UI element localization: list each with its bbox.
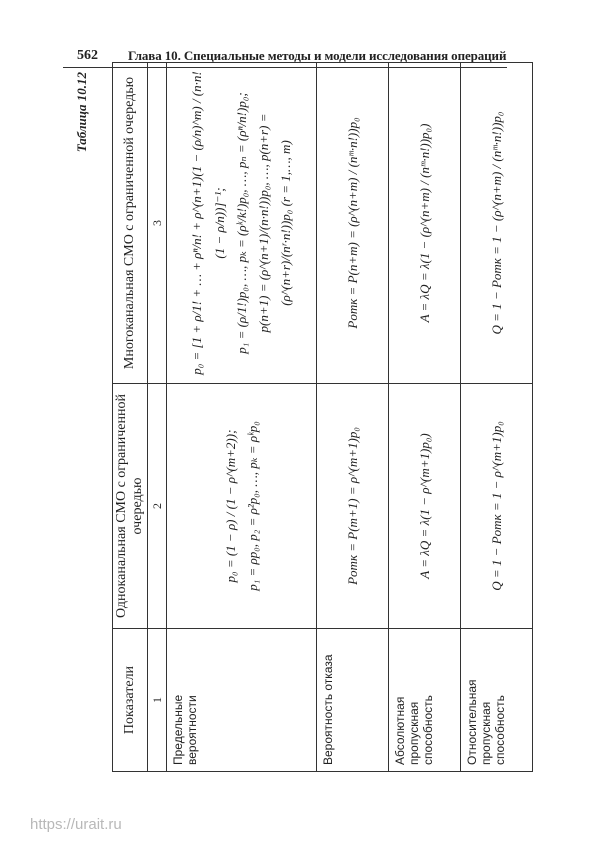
formula-line: p₀ = [1 + ρ/1! + … + ρⁿ/n! + ρ^(n+1)(1 − (ρ/n)^m) / (n·n!(1 − ρ/n))]⁻¹; xyxy=(189,71,227,375)
row-label: Вероятность отказа xyxy=(317,629,389,772)
single-channel-formula xyxy=(461,384,533,629)
single-channel-formula xyxy=(167,384,317,629)
row-label: Предельные вероятности xyxy=(167,629,317,772)
table-caption: Таблица 10.12 xyxy=(74,72,89,153)
watermark-link[interactable]: https://urait.ru xyxy=(30,816,122,833)
chapter-title: Глава 10. Специальные методы и модели исследования операций xyxy=(128,48,507,63)
table-header-row xyxy=(113,63,148,772)
formula-line: A = λQ = λ(1 − (ρ^(n+m) / (nᵐ·n!))p₀) xyxy=(416,123,432,323)
formula-line: Q = 1 − Pотк = 1 − (ρ^(n+m) / (nᵐ·n!))p₀ xyxy=(488,111,504,335)
row-label: Относительная пропускная способность xyxy=(461,629,533,772)
multi-channel-formula xyxy=(389,63,461,384)
multi-channel-formula xyxy=(461,63,533,384)
formula-table xyxy=(112,62,533,772)
column-header-indicators: Показатели xyxy=(113,629,148,772)
column-number: 3 xyxy=(148,63,167,384)
formula-line: Pотк = P(n+m) = (ρ^(n+m) / (nᵐ·n!))p₀ xyxy=(344,117,360,329)
single-channel-formula xyxy=(389,384,461,629)
formula-line: p(n+1) = (ρ^(n+1)/(n·n!))p₀, …, p(n+r) = (ρ^(n+r)/(nʳ·n!))p₀ (r = 1,…, m) xyxy=(255,113,293,333)
formula-line: p₁ = (ρ/1!)p₀, …, pₖ = (ρᵏ/k!)p₀, …, pₙ = (ρⁿ/n!)p₀; xyxy=(233,92,249,354)
table-row xyxy=(389,63,461,772)
column-header-single-channel: Одноканальная СМО с ограниченной очередью xyxy=(113,384,148,629)
table-row xyxy=(167,63,317,772)
formula-line: Q = 1 − Pотк = 1 − ρ^(m+1)p₀ xyxy=(488,421,504,591)
column-number-row xyxy=(148,63,167,772)
column-header-multi-channel: Многоканальная СМО с ограниченной очередью xyxy=(113,63,148,384)
single-channel-formula xyxy=(317,384,389,629)
table-row xyxy=(317,63,389,772)
multi-channel-formula xyxy=(317,63,389,384)
table-row xyxy=(461,63,533,772)
formula-line: p₀ = (1 − ρ) / (1 − ρ^(m+2)); xyxy=(222,429,238,583)
column-number: 1 xyxy=(148,629,167,772)
formula-line: Pотк = P(m+1) = ρ^(m+1)p₀ xyxy=(344,427,360,585)
formula-line: A = λQ = λ(1 − ρ^(m+1)p₀) xyxy=(416,433,432,579)
rotated-table-container xyxy=(74,71,512,772)
page-number: 562 xyxy=(77,48,98,63)
multi-channel-formula xyxy=(167,63,317,384)
row-label: Абсолютная пропускная способность xyxy=(389,629,461,772)
formula-line: p₁ = ρp₀, p₂ = ρ²p₀, …, pₖ = ρᵏp₀ xyxy=(244,421,260,591)
column-number: 2 xyxy=(148,384,167,629)
